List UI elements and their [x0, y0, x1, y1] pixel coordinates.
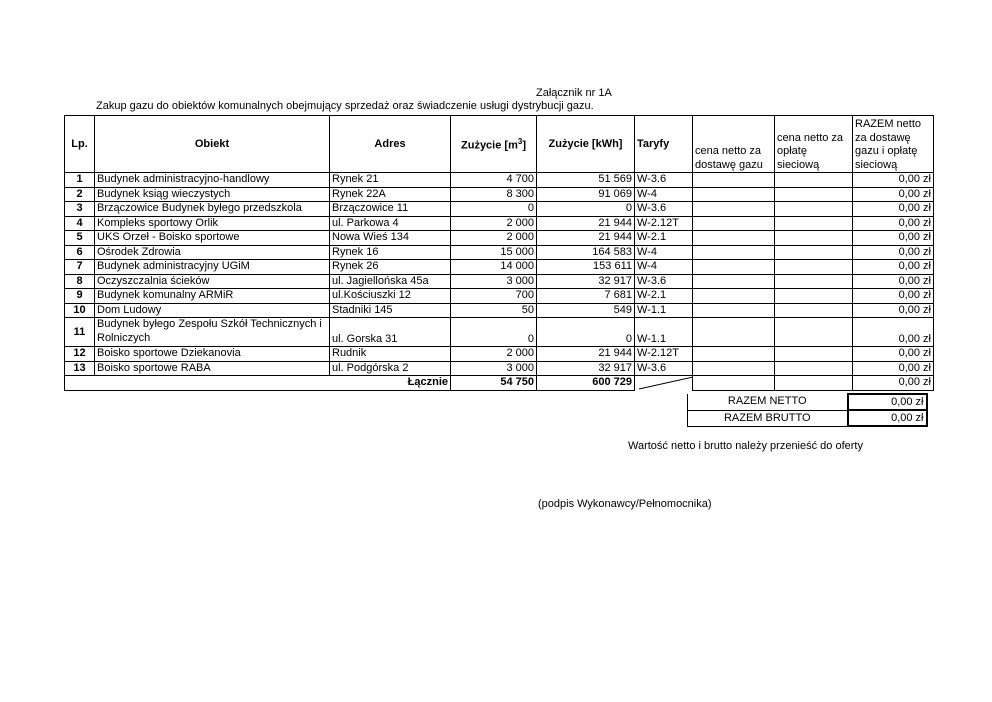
table-row	[65, 187, 934, 202]
summary-brutto-row	[688, 410, 927, 426]
row-cena-oplata	[775, 361, 853, 376]
header-zuzycie-m3: Zużycie $[m^3]$	[451, 116, 537, 173]
row-lp: 1	[65, 173, 95, 188]
row-taryfa: W-3.6	[635, 274, 693, 289]
row-obiekt: Budynek administracyjno-handlowy	[95, 173, 330, 188]
row-razem: 0,00 zł	[853, 245, 934, 260]
razem-brutto-label: RAZEM BRUTTO	[688, 410, 848, 426]
row-lp: 2	[65, 187, 95, 202]
row-zuzycie-kwh: 21 944	[537, 231, 635, 246]
row-obiekt: Boisko sportowe RABA	[95, 361, 330, 376]
row-zuzycie-m3: 2 000	[451, 216, 537, 231]
row-taryfa: W-1.1	[635, 318, 693, 347]
row-cena-dostawa	[693, 289, 775, 304]
row-zuzycie-m3: 700	[451, 289, 537, 304]
header-obiekt: Obiekt	[95, 116, 330, 173]
total-row	[65, 376, 934, 391]
razem-netto-label: RAZEM NETTO	[688, 394, 848, 410]
row-adres: ul.Kościuszki 12	[330, 289, 451, 304]
row-razem: 0,00 zł	[853, 216, 934, 231]
row-razem: 0,00 zł	[853, 289, 934, 304]
row-lp: 6	[65, 245, 95, 260]
razem-netto-value: 0,00 zł	[848, 394, 927, 410]
row-cena-dostawa	[693, 274, 775, 289]
table-row	[65, 318, 934, 347]
row-cena-oplata	[775, 173, 853, 188]
row-zuzycie-m3: 3 000	[451, 274, 537, 289]
row-taryfa: W-4	[635, 187, 693, 202]
row-zuzycie-m3: 14 000	[451, 260, 537, 275]
row-obiekt: Brzączowice Budynek byłego przedszkola	[95, 202, 330, 217]
row-zuzycie-kwh: 32 917	[537, 274, 635, 289]
total-label: Łącznie	[65, 376, 451, 391]
row-cena-dostawa	[693, 303, 775, 318]
diagonal-line	[635, 376, 693, 390]
table-row	[65, 216, 934, 231]
gas-usage-table	[64, 115, 934, 391]
row-cena-oplata	[775, 274, 853, 289]
table-row	[65, 274, 934, 289]
table-row	[65, 245, 934, 260]
table-row	[65, 303, 934, 318]
row-obiekt: Oczyszczalnia ścieków	[95, 274, 330, 289]
row-obiekt: Budynek administracyjny UGiM	[95, 260, 330, 275]
row-adres: Rynek 16	[330, 245, 451, 260]
row-zuzycie-m3: 8 300	[451, 187, 537, 202]
row-taryfa: W-2.1	[635, 289, 693, 304]
row-taryfa: W-2.12T	[635, 347, 693, 362]
row-razem: 0,00 zł	[853, 260, 934, 275]
row-lp: 11	[65, 318, 95, 347]
row-taryfa: W-3.6	[635, 202, 693, 217]
row-cena-oplata	[775, 231, 853, 246]
row-zuzycie-kwh: 549	[537, 303, 635, 318]
header-cena-dostawa: cena netto za dostawę gazu	[693, 116, 775, 173]
row-cena-oplata	[775, 202, 853, 217]
document-subtitle: Zakup gazu do obiektów komunalnych obejmujący sprzedaż oraz świadczenie usługi dystrybucji gazu.	[96, 100, 594, 112]
row-cena-dostawa	[693, 347, 775, 362]
row-zuzycie-kwh: 21 944	[537, 216, 635, 231]
row-zuzycie-kwh: 164 583	[537, 245, 635, 260]
row-adres: ul. Jagiellońska 45a	[330, 274, 451, 289]
header-cena-oplata: cena netto za opłatę sieciową	[775, 116, 853, 173]
table-row	[65, 260, 934, 275]
row-taryfa: W-3.6	[635, 173, 693, 188]
row-obiekt: UKS Orzeł - Boisko sportowe	[95, 231, 330, 246]
row-adres: ul. Parkowa 4	[330, 216, 451, 231]
row-zuzycie-kwh: 51 569	[537, 173, 635, 188]
row-adres: Rudnik	[330, 347, 451, 362]
row-adres: Brzączowice 11	[330, 202, 451, 217]
total-taryfa-diagonal	[635, 376, 693, 391]
row-razem: 0,00 zł	[853, 274, 934, 289]
row-lp: 8	[65, 274, 95, 289]
table-header-row	[65, 116, 934, 173]
row-razem: 0,00 zł	[853, 347, 934, 362]
row-obiekt: Kompleks sportowy Orlik	[95, 216, 330, 231]
row-lp: 12	[65, 347, 95, 362]
total-zuzycie-kwh: 600 729	[537, 376, 635, 391]
row-obiekt: Dom Ludowy	[95, 303, 330, 318]
row-zuzycie-m3: 2 000	[451, 231, 537, 246]
row-lp: 9	[65, 289, 95, 304]
row-cena-oplata	[775, 187, 853, 202]
row-cena-dostawa	[693, 361, 775, 376]
row-cena-oplata	[775, 347, 853, 362]
summary-netto-row	[688, 394, 927, 410]
transfer-note: Wartość netto i brutto należy przenieść do oferty	[628, 440, 863, 452]
row-cena-oplata	[775, 318, 853, 347]
row-cena-dostawa	[693, 216, 775, 231]
row-cena-oplata	[775, 303, 853, 318]
row-taryfa: W-4	[635, 260, 693, 275]
total-cena-dostawa	[693, 376, 775, 391]
row-lp: 7	[65, 260, 95, 275]
row-zuzycie-m3: 50	[451, 303, 537, 318]
row-taryfa: W-2.12T	[635, 216, 693, 231]
row-adres: Nowa Wieś 134	[330, 231, 451, 246]
row-cena-dostawa	[693, 187, 775, 202]
table-row	[65, 173, 934, 188]
row-razem: 0,00 zł	[853, 202, 934, 217]
row-adres: Stadniki 145	[330, 303, 451, 318]
row-obiekt: Boisko sportowe Dziekanovia	[95, 347, 330, 362]
row-razem: 0,00 zł	[853, 173, 934, 188]
row-taryfa: W-4	[635, 245, 693, 260]
row-taryfa: W-3.6	[635, 361, 693, 376]
row-zuzycie-kwh: 0	[537, 202, 635, 217]
header-zuzycie-kwh: Zużycie [kWh]	[537, 116, 635, 173]
row-lp: 13	[65, 361, 95, 376]
table-row	[65, 361, 934, 376]
row-cena-dostawa	[693, 245, 775, 260]
row-razem: 0,00 zł	[853, 318, 934, 347]
header-adres: Adres	[330, 116, 451, 173]
row-obiekt: Budynek ksiąg wieczystych	[95, 187, 330, 202]
row-cena-dostawa	[693, 318, 775, 347]
summary-table	[687, 393, 928, 427]
row-zuzycie-m3: 0	[451, 202, 537, 217]
row-taryfa: W-1.1	[635, 303, 693, 318]
row-obiekt: Budynek byłego Zespołu Szkół Technicznych i Rolniczych	[95, 318, 330, 347]
row-razem: 0,00 zł	[853, 187, 934, 202]
row-lp: 10	[65, 303, 95, 318]
row-cena-dostawa	[693, 260, 775, 275]
row-cena-dostawa	[693, 173, 775, 188]
row-zuzycie-m3: 3 000	[451, 361, 537, 376]
row-zuzycie-kwh: 0	[537, 318, 635, 347]
razem-brutto-value: 0,00 zł	[848, 410, 927, 426]
header-taryfy: Taryfy	[635, 116, 693, 173]
row-zuzycie-m3: 2 000	[451, 347, 537, 362]
row-taryfa: W-2.1	[635, 231, 693, 246]
row-adres: Rynek 21	[330, 173, 451, 188]
row-obiekt: Budynek komunalny ARMiR	[95, 289, 330, 304]
row-lp: 5	[65, 231, 95, 246]
row-cena-oplata	[775, 289, 853, 304]
table-row	[65, 231, 934, 246]
total-cena-oplata	[775, 376, 853, 391]
row-obiekt: Ośrodek Zdrowia	[95, 245, 330, 260]
row-adres: Rynek 22A	[330, 187, 451, 202]
row-zuzycie-kwh: 7 681	[537, 289, 635, 304]
row-adres: Rynek 26	[330, 260, 451, 275]
row-zuzycie-m3: 15 000	[451, 245, 537, 260]
row-zuzycie-kwh: 21 944	[537, 347, 635, 362]
row-adres: ul. Podgórska 2	[330, 361, 451, 376]
table-row	[65, 202, 934, 217]
attachment-label: Załącznik nr 1A	[536, 87, 612, 99]
row-cena-oplata	[775, 216, 853, 231]
table-row	[65, 289, 934, 304]
table-row	[65, 347, 934, 362]
total-razem: 0,00 zł	[853, 376, 934, 391]
row-razem: 0,00 zł	[853, 303, 934, 318]
row-zuzycie-kwh: 153 611	[537, 260, 635, 275]
header-razem: RAZEM netto za dostawę gazu i opłatę sieciową	[853, 116, 934, 173]
row-cena-dostawa	[693, 231, 775, 246]
row-zuzycie-kwh: 91 069	[537, 187, 635, 202]
row-adres: ul. Gorska 31	[330, 318, 451, 347]
row-lp: 3	[65, 202, 95, 217]
row-cena-dostawa	[693, 202, 775, 217]
total-zuzycie-m3: 54 750	[451, 376, 537, 391]
row-zuzycie-m3: 0	[451, 318, 537, 347]
row-lp: 4	[65, 216, 95, 231]
row-zuzycie-m3: 4 700	[451, 173, 537, 188]
row-cena-oplata	[775, 245, 853, 260]
signature-label: (podpis Wykonawcy/Pełnomocnika)	[538, 498, 712, 510]
row-zuzycie-kwh: 32 917	[537, 361, 635, 376]
row-cena-oplata	[775, 260, 853, 275]
row-razem: 0,00 zł	[853, 231, 934, 246]
row-razem: 0,00 zł	[853, 361, 934, 376]
header-lp: Lp.	[65, 116, 95, 173]
